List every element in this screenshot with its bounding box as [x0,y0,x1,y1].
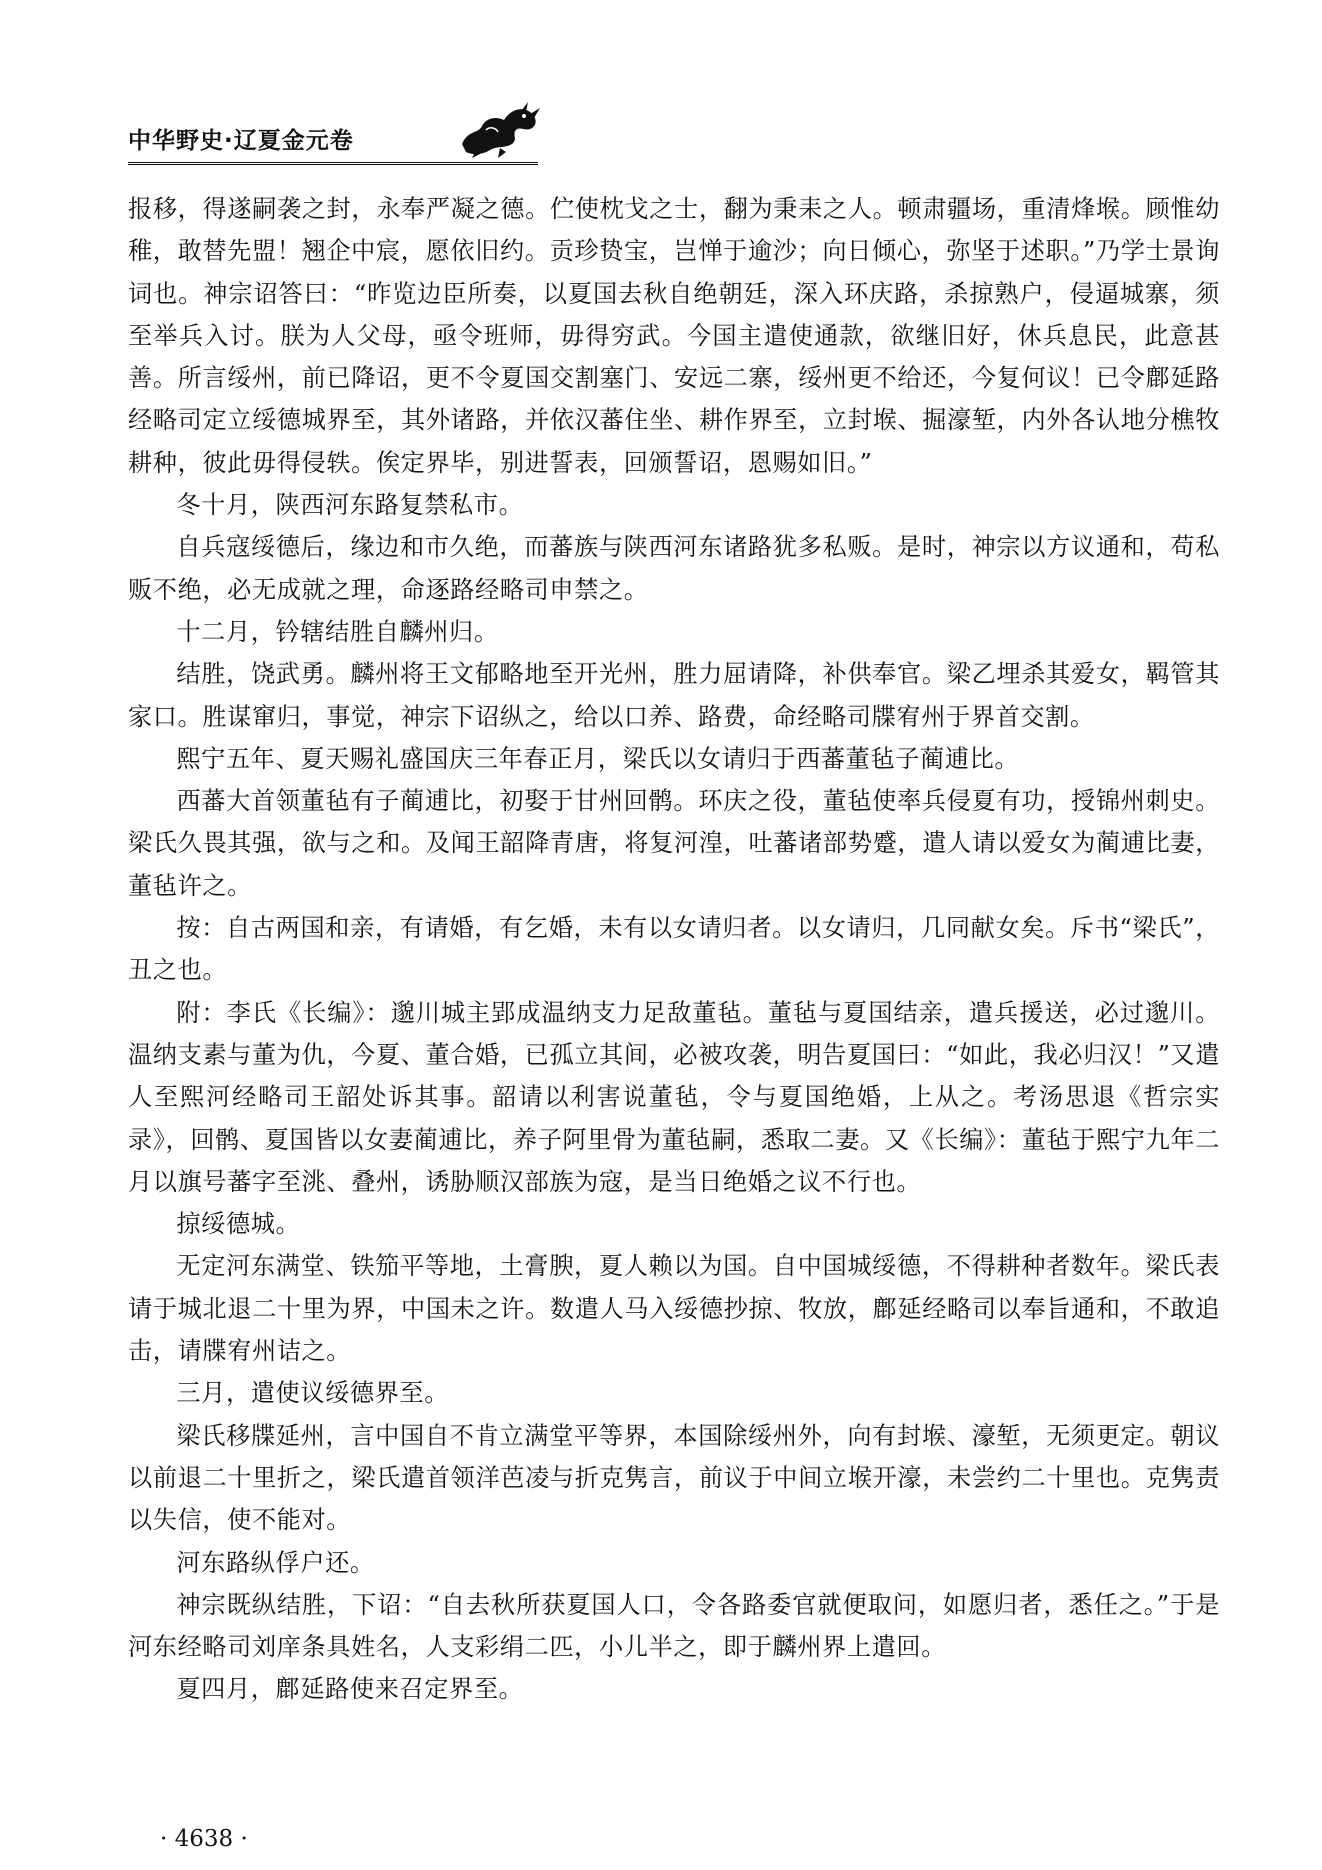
paragraph: 报移，得遂嗣袭之封，永奉严凝之德。伫使枕戈之士，翻为秉耒之人。顿肃疆场，重清烽堠。顾惟幼稚，敢替先盟！翘企中宸，愿依旧约。贡珍贽宝，岂惮于逾沙；向日倾心，弥坚于述职。”乃学士景询词也。神宗诏答曰：“昨览边臣所奏，以夏国去秋自绝朝廷，深入环庆路，杀掠熟户，侵逼城寨，须至举兵入讨。朕为人父母，亟令班师，毋得穷武。今国主遣使通款，欲继旧好，休兵息民，此意甚善。所言绥州，前已降诏，更不令夏国交割塞门、安远二寨，绥州更不给还，今复何议！已令鄜延路经略司定立绥德城界至，其外诸路，并依汉蕃住坐、耕作界至，立封堠、掘濠堑，内外各认地分樵牧耕种，彼此毋得侵轶。俟定界毕，别进誓表，回颁誓诏，恩赐如旧。” [128,195,1220,477]
paragraph: 附：李氏《长编》：邈川城主郢成温纳支力足敌董毡。董毡与夏国结亲，遣兵援送，必过邈川。温纳支素与董为仇，今夏、董合婚，已孤立其间，必被攻袭，明告夏国曰：“如此，我必归汉！”又遣人至熙河经略司王韶处诉其事。韶请以利害说董毡，令与夏国绝婚，上从之。考汤思退《哲宗实录》，回鹘、夏国皆以女妻蔺逋比，养子阿里骨为董毡嗣，悉取二妻。又《长编》：董毡于熙宁九年二月以旗号蕃字至洮、叠州，诱胁顺汉部族为寇，是当日绝婚之议不行也。 [128,998,1220,1196]
paragraph: 梁氏移牒延州，言中国自不肯立满堂平等界，本国除绥州外，向有封堠、濠堑，无须更定。朝议以前退二十里折之，梁氏遣首领洋芭凌与折克隽言，前议于中间立堠开濠，未尝约二十里也。克隽责以失信，使不能对。 [128,1421,1220,1535]
page-number: · 4638 · [160,1826,248,1852]
paragraph: 十二月，钤辖结胜自麟州归。 [176,617,499,646]
paragraph: 西蕃大首领董毡有子蔺逋比，初娶于甘州回鹘。环庆之役，董毡使率兵侵夏有功，授锦州刺史。梁氏久畏其强，欲与之和。及闻王韶降青唐，将复河湟，吐蕃诸部势蹙，遣人请以爱女为蔺逋比妻，董毡许之。 [128,787,1220,900]
paragraph: 河东路纵俘户还。 [176,1548,375,1577]
header-divider [128,162,538,165]
paragraph: 掠绥德城。 [176,1210,301,1239]
paragraph: 自兵寇绥德后，缘边和市久绝，而蕃族与陕西河东诸路犹多私贩。是时，神宗以方议通和，苟私贩不绝，必无成就之理，命逐路经略司申禁之。 [128,533,1220,604]
paragraph: 三月，遣使议绥德界至。 [176,1379,450,1408]
paragraph: 神宗既纵结胜，下诏：“自去秋所获夏国人口，令各路委官就便取问，如愿归者，悉任之。”于是河东经略司刘庠条具姓名，人支彩绢二匹，小儿半之，即于麟州界上遣回。 [128,1590,1220,1662]
dragon-emblem-icon [456,100,542,160]
book-title: 中华野史·辽夏金元卷 [128,128,354,154]
body-text [128,188,1220,1711]
paragraph: 按：自古两国和亲，有请婚，有乞婚，未有以女请归者。以女请归，几同献女矣。斥书“梁氏”，丑之也。 [128,914,1220,985]
paragraph: 无定河东满堂、铁笳平等地，土膏腴，夏人赖以为国。自中国城绥德，不得耕种者数年。梁氏表请于城北退二十里为界，中国未之许。数遣人马入绥德抄掠、牧放，鄜延经略司以奉旨通和，不敢追击，请牒宥州诘之。 [128,1252,1220,1366]
paragraph: 夏四月，鄜延路使来召定界至。 [176,1675,524,1704]
paragraph: 结胜，饶武勇。麟州将王文郁略地至开光州，胜力屈请降，补供奉官。梁乙埋杀其爱女，羁管其家口。胜谋窜归，事觉，神宗下诏纵之，给以口养、路费，命经略司牒宥州于界首交割。 [128,660,1220,731]
paragraph: 熙宁五年、夏天赐礼盛国庆三年春正月，梁氏以女请归于西蕃董毡子蔺逋比。 [176,744,1020,773]
paragraph: 冬十月，陕西河东路复禁私市。 [176,491,524,520]
running-header [128,96,548,168]
